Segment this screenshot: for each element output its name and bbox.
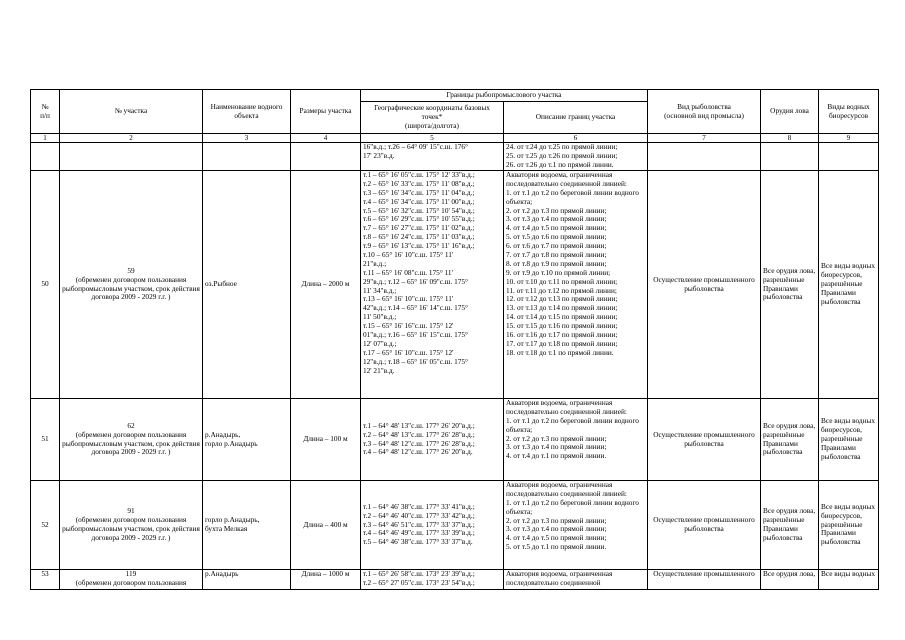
desc-cell: Акватория водоема, ограниченная последовательно соединенной (504, 570, 648, 590)
gear-cell: Все орудия лова, разрешённые Правилами рыболовства (761, 171, 819, 399)
header-plot: № участка (60, 90, 203, 134)
row-number: 51 (31, 399, 60, 481)
size-cell: Длина – 100 м (291, 399, 361, 481)
species-cell: Все виды водных биоресурсов, разрешённые Правилами рыболовства (819, 171, 879, 399)
coords-cell: т.1 – 64° 48' 13"с.ш. 177° 26' 20"в.д.; т.2 – 64° 48' 13"с.ш. 177° 26' 28"в.д.; т.3 – 64° 48' 12"с.ш. 177° 26' 28"в.д.; т.4 – 64° 48' 12"с.ш. 177° 26' 20"в.д. (361, 399, 504, 481)
table-row (31, 399, 879, 481)
column-index: 8 (761, 134, 819, 143)
coords-cell: т.1 – 64° 46' 38"с.ш. 177° 33' 41"в.д.; т.2 – 64° 46' 40"с.ш. 177° 33' 42"в.д.; т.3 – 64° 46' 51"с.ш. 177° 33' 37"в.д.; т.4 – 64° 46' 49"с.ш. 177° 33' 39"в.д.; т.5 – 64° 46' 38"с.ш. 177° 33' 37"в.д. (361, 481, 504, 570)
header-water: Наименование водного объекта (203, 90, 291, 134)
column-index: 4 (291, 134, 361, 143)
water-cell: р.Анадырь (203, 570, 291, 590)
kind-cell: Осуществление промышленного рыболовства (648, 171, 761, 399)
header-borders: Границы рыбопромыслового участка (361, 90, 648, 102)
kind-cell: Осуществление промышленного рыболовства (648, 399, 761, 481)
desc-cell: Акватория водоема, ограниченная последовательно соединенной линией: 1. от т.1 до т.2 по береговой линии водного объекта; 2. от т.2 до т.3 по прямой линии; 3. от т.3 до т.4 по прямой линии; 4. от т.4 до т.5 по прямой линии; 5. от т.5 до т.1 по прямой линии. (504, 481, 648, 570)
size-cell: Длина – 400 м (291, 481, 361, 570)
column-index: 5 (361, 134, 504, 143)
header-size: Размеры участка (291, 90, 361, 134)
row-number: 50 (31, 171, 60, 399)
fishing-plots-table (30, 89, 879, 590)
column-index: 3 (203, 134, 291, 143)
water-cell: горло р.Анадырь, бухта Мелкая (203, 481, 291, 570)
species-cell: Все виды водных (819, 570, 879, 590)
row-number: 53 (31, 570, 60, 590)
coords-cell: 16"в.д.; т.26 – 64° 09' 15"с.ш. 176° 17' 23"в.д. (361, 143, 504, 171)
header-coords: Географические координаты базовых точек* (широта/долгота) (361, 102, 504, 134)
header-species: Виды водных биоресурсов (819, 90, 879, 134)
gear-cell: Все орудия лова, разрешённые Правилами рыболовства (761, 481, 819, 570)
header-desc: Описание границ участка (504, 102, 648, 134)
table-row (31, 570, 879, 590)
species-cell: Все виды водных биоресурсов, разрешённые Правилами рыболовства (819, 399, 879, 481)
header-gear: Орудия лова (761, 90, 819, 134)
column-index: 1 (31, 134, 60, 143)
size-cell: Длина – 2000 м (291, 171, 361, 399)
gear-cell: Все орудия лова, (761, 570, 819, 590)
header-num: № п/п (31, 90, 60, 134)
column-index: 9 (819, 134, 879, 143)
header-kind: Вид рыболовства (основной вид промысла) (648, 90, 761, 134)
row-number: 52 (31, 481, 60, 570)
water-cell: оз.Рыбное (203, 171, 291, 399)
coords-cell: т.1 – 65° 26' 58"с.ш. 173° 23' 39"в.д.; т.2 – 65° 27' 05"с.ш. 173° 23' 54"в.д.; (361, 570, 504, 590)
desc-cell: 24. от т.24 до т.25 по прямой линии; 25. от т.25 до т.26 по прямой линии; 26. от т.26 до т.1 по прямой линии. (504, 143, 648, 171)
column-index: 6 (504, 134, 648, 143)
size-cell: Длина – 1000 м (291, 570, 361, 590)
carry-over-row (31, 143, 879, 171)
desc-cell: Акватория водоема, ограниченная последовательно соединенной линией: 1. от т.1 до т.2 по береговой линии водного объекта; 2. от т.2 до т.3 по прямой линии; 3. от т.3 до т.4 по прямой линии; 4. от т.4 до т.5 по прямой линии; 5. от т.5 до т.6 по прямой линии; 6. от т.6 до т.7 по прямой линии; 7. от т.7 до т.8 по прямой линии; 8. от т.8 до т.9 по прямой линии; 9. от т.9 до т.10 по прямой линии; 10. от т.10 до т.11 по прямой линии; 11. от т.11 до т.12 по прямой линии; 12. от т.12 до т.13 по прямой линии; 13. от т.13 до т.14 по прямой линии; 14. от т.14 до т.15 по прямой линии; 15. от т.15 до т.16 по прямой линии; 16. от т.16 до т.17 по прямой линии; 17. от т.17 до т.18 по прямой линии; 18. от т.18 до т.1 по прямой линии. (504, 171, 648, 399)
column-index: 7 (648, 134, 761, 143)
plot-cell: 59 (обременен договором пользования рыбопромысловым участком, срок действия договора 2009 - 2029 г.г. ) (60, 171, 203, 399)
column-index: 2 (60, 134, 203, 143)
coords-cell: т.1 – 65° 16' 05"с.ш. 175° 12' 33"в.д.; т.2 – 65° 16' 33"с.ш. 175° 11' 08"в.д.; т.3 – 65° 16' 34"с.ш. 175° 11' 04"в.д.; т.4 – 65° 16' 34"с.ш. 175° 11' 00"в.д.; т.5 – 65° 16' 32"с.ш. 175° 10' 54"в.д.; т.6 – 65° 16' 29"с.ш. 175° 10' 55"в.д.; т.7 – 65° 16' 27"с.ш. 175° 11' 02"в.д.; т.8 – 65° 16' 24"с.ш. 175° 11' 03"в.д.; т.9 – 65° 16' 13"с.ш. 175° 11' 16"в.д.; т.10 – 65° 16' 10"с.ш. 175° 11' 21"в.д.; т.11 – 65° 16' 08"с.ш. 175° 11' 29"в.д.; т.12 – 65° 16' 09"с.ш. 175° 11' 34"в.д.; т.13 – 65° 16' 10"с.ш. 175° 11' 42"в.д.; т.14 – 65° 16' 14"с.ш. 175° 11' 50"в.д.; т.15 – 65° 16' 16"с.ш. 175° 12' 01"в.д.; т.16 – 65° 16' 15"с.ш. 175° 12' 07"в.д.; т.17 – 65° 16' 10"с.ш. 175° 12' 12"в.д.; т.18 – 65° 16' 05"с.ш. 175° 12' 21"в.д. (361, 171, 504, 399)
desc-cell: Акватория водоема, ограниченная последовательно соединенной линией: 1. от т.1 до т.2 по береговой линии водного объекта; 2. от т.2 до т.3 по прямой линии; 3. от т.3 до т.4 по прямой линии; 4. от т.4 до т.1 по прямой линии. (504, 399, 648, 481)
table-row (31, 481, 879, 570)
column-index-row (31, 134, 879, 143)
table-row (31, 171, 879, 399)
water-cell: р.Анадырь, горло р.Анадырь (203, 399, 291, 481)
plot-cell: 62 (обременен договором пользования рыбопромысловым участком, срок действия договора 2009 - 2029 г.г. ) (60, 399, 203, 481)
kind-cell: Осуществление промышленного (648, 570, 761, 590)
plot-cell: 119 (обременен договором пользования (60, 570, 203, 590)
plot-cell: 91 (обременен договором пользования рыбопромысловым участком, срок действия договора 2009 - 2029 г.г. ) (60, 481, 203, 570)
species-cell: Все виды водных биоресурсов, разрешённые Правилами рыболовства (819, 481, 879, 570)
kind-cell: Осуществление промышленного рыболовства (648, 481, 761, 570)
gear-cell: Все орудия лова, разрешённые Правилами рыболовства (761, 399, 819, 481)
